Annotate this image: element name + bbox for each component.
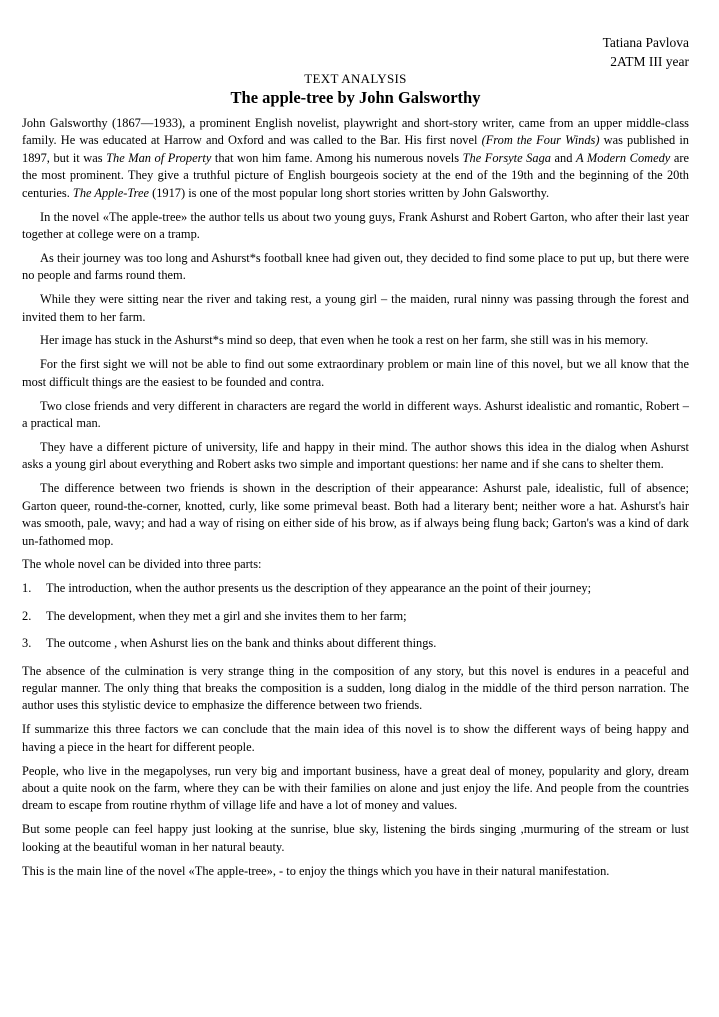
paragraph-first-sight: For the first sight we will not be able to find out some extraordinary problem or main line of this novel, but we all know that the most difficult things are the easiest to be founded and contra. [22,357,689,389]
list-item-text: The outcome , when Ashurst lies on the bank and thinks about different things. [46,636,437,651]
list-item-text: The introduction, when the author presents us the description of they appearance an the point of their journey; [46,581,592,596]
paragraph-journey: As their journey was too long and Ashurst*s football knee had given out, they decided to find some place to put up, but there were no people and farms round them. [22,250,689,283]
list-item-number: 3. [22,636,32,651]
paragraph-friends: Two close friends and very different in characters are regard the world in different ways. Ashurst idealistic and romantic, Robert –a practical man. [22,398,689,431]
intro-paragraph [22,115,689,202]
intro-text: John Galsworthy (1867—1933), a prominent English novelist, playwright and short-story writer, came from an upper middle-class family. He was educated at Harrow and Oxford and was called to the Bar. His first novel [22,116,689,148]
intro-text: that won him fame. Among his numerous novels [211,150,463,165]
paragraph-culmination: The absence of the culmination is very strange thing in the composition of any story, but this novel is endures in a peaceful and regular manner. The only thing that breaks the composition is a sudden, long dialog in the middle of the third person narration. The author uses this stylistic device to emphasize the difference between two friends. [22,663,689,713]
list-item-number: 2. [22,608,32,623]
intro-text: (1917) is one of the most popular long short stories written by John Galsworthy. [148,185,550,200]
list-item-number: 1. [22,581,32,596]
paragraph-plot-intro: In the novel «The apple-tree» the author tells us about two young guys, Frank Ashurst and Robert Garton, who after their last year together at college were on a tramp. [22,209,689,241]
intro-first-novel: (From the Four Winds) [481,133,600,148]
paragraph-dialog: They have a different picture of university, life and happy in their mind. The author shows this idea in the dialog when Ashurst asks a young girl about everything and Robert asks two simple and important questions: her name and if she cans to shelter them. [22,440,689,472]
author-block [22,33,689,71]
paragraph-megapolyses: People, who live in the megapolyses, run very big and important business, have a great deal of money, popularity and glory, dream about a quite nook on the farm, where they can be with their families on alone and just enjoy the life. And people from the countries dream to escape from routine rhythm of village life and have a lot of money and values. [22,763,689,813]
section-kicker: TEXT ANALYSIS [304,71,407,86]
list-item [22,608,689,625]
intro-apple-tree: The Apple-Tree [72,185,149,200]
author-name: Tatiana Pavlova [602,35,689,50]
intro-text: are the most prominent. They give a truthful picture of English bourgeois society at the end of the 19th and the beginning of the 20th centuries. [22,150,689,200]
list-item [22,580,689,597]
paragraph-memory: Her image has stuck in the Ashurst*s mind so deep, that even when he took a rest on her farm, she still was in his memory. [40,333,649,348]
intro-forsyte-saga: The Forsyte Saga [462,150,551,165]
intro-man-of-property: The Man of Property [106,150,212,165]
author-group: 2ATM III year [610,54,689,69]
paragraph-girl: While they were sitting near the river and taking rest, a young girl – the maiden, rural ninny was passing through the forest and invited them to her farm. [22,292,689,324]
intro-text: and [550,150,576,165]
parts-list [22,580,689,652]
list-item-text: The development, when they met a girl and she invites them to her farm; [46,608,407,623]
document-title: The apple-tree by John Galsworthy [230,88,481,107]
intro-modern-comedy: A Modern Comedy [575,150,671,165]
paragraph-appearance: The difference between two friends is shown in the description of their appearance: Ashurst pale, idealistic, full of absence; Garton queer, round-the-corner, knotted, curly, like some primeval beast. Both had a literary bent; neither wore a hat. Ashurst's hair was smooth, pale, wavy; and had a way of rising on either side of his brow, as if always being flung back; Garton's was a kind of dark un-fathomed mop. [22,481,689,548]
paragraph-sunrise: But some people can feel happy just looking at the sunrise, blue sky, listening the birds singing ,murmuring of the stream or lust looking at the beautiful woman in her natural beauty. [22,822,689,854]
paragraph-main-line: This is the main line of the novel «The apple-tree», - to enjoy the things which you have in their natural manifestation. [22,863,610,878]
list-item [22,635,689,652]
paragraph-summary: If summarize this three factors we can conclude that the main idea of this novel is to show the different ways of being happy and having a piece in the heart for different people. [22,722,689,754]
paragraph-parts-intro: The whole novel can be divided into three parts: [22,557,262,572]
intro-text: was published in 1897, but it was [22,133,689,165]
